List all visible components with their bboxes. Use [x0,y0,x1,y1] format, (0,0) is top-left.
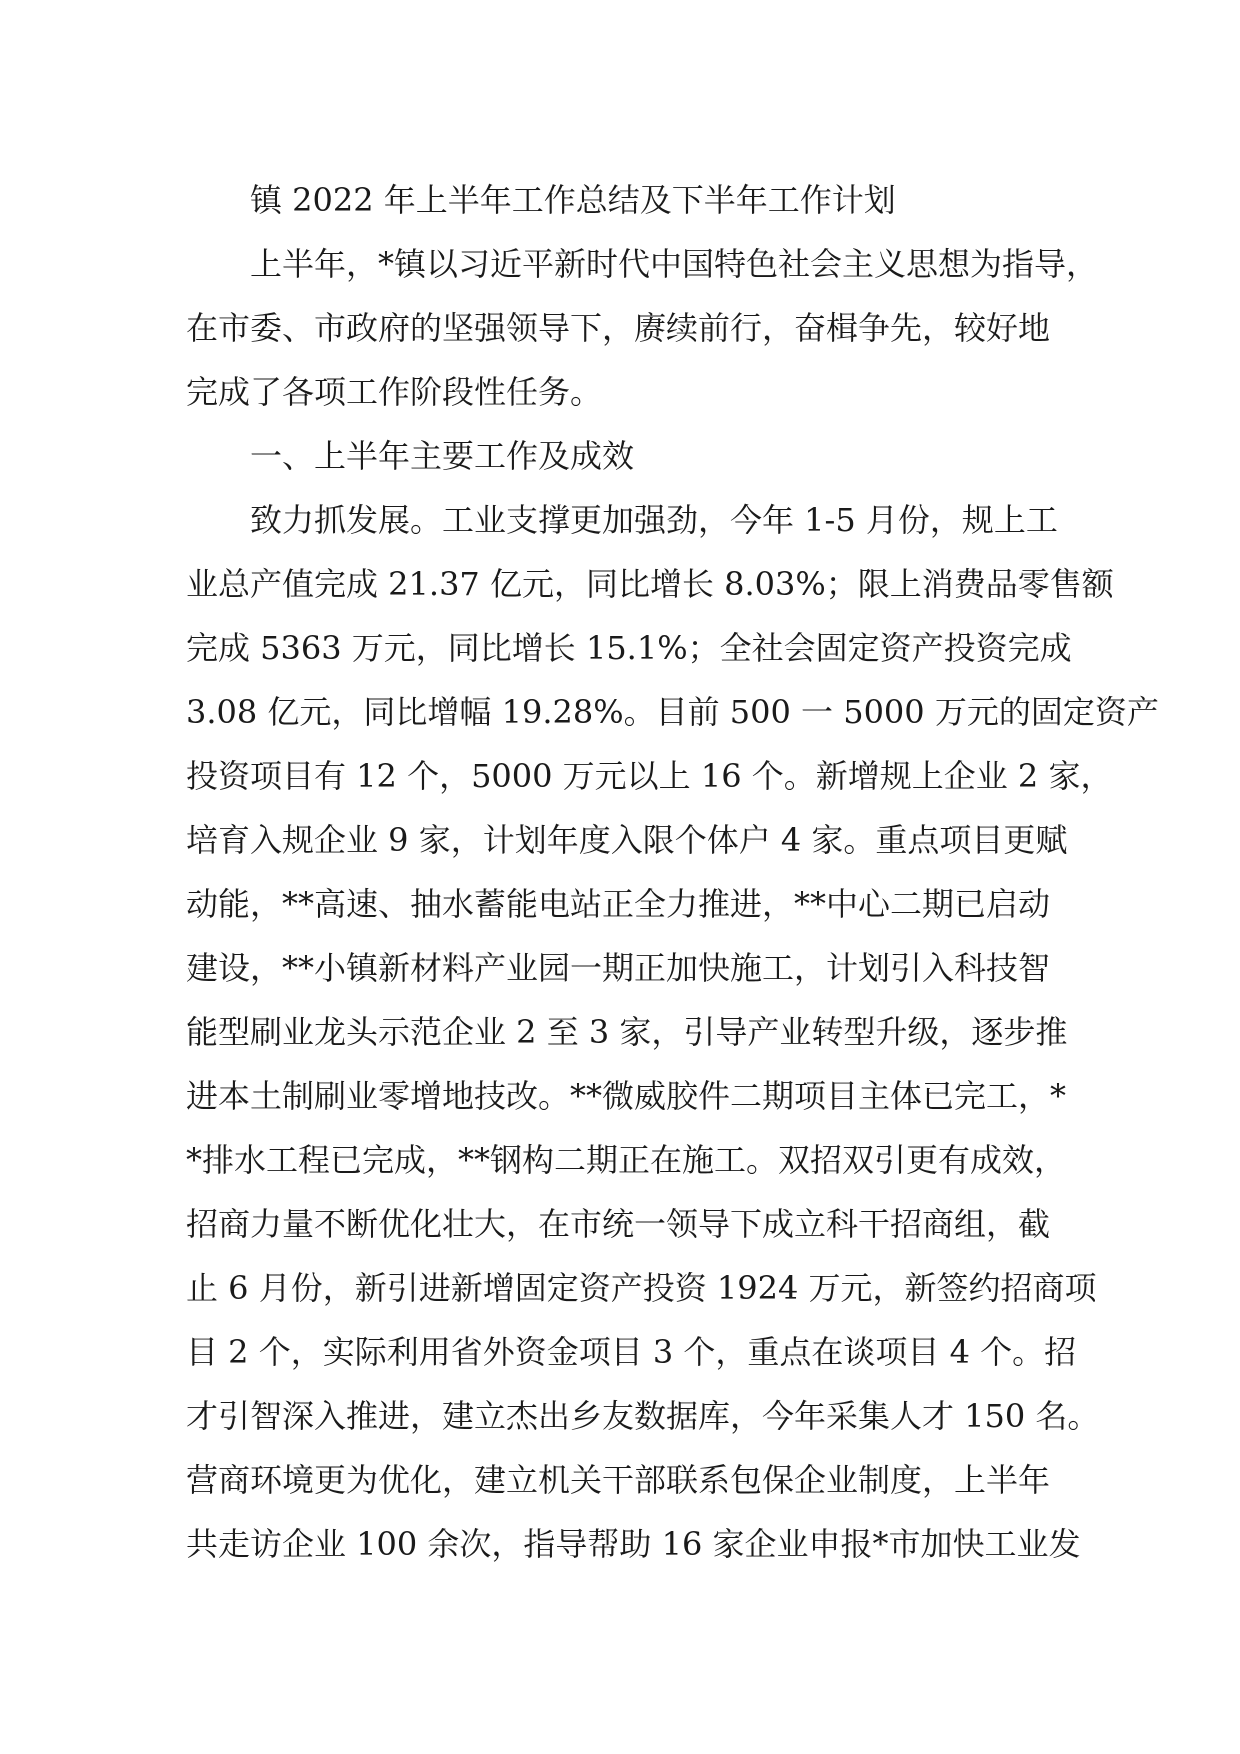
body-paragraph-line: *排水工程已完成，**钢构二期正在施工。双招双引更有成效， [186,1141,1067,1179]
body-paragraph-line: 业总产值完成 21.37 亿元，同比增长 8.03%；限上消费品零售额 [186,565,1114,603]
section-heading: 一、上半年主要工作及成效 [250,437,635,475]
body-paragraph-line: 3.08 亿元，同比增幅 19.28%。目前 500 一 5000 万元的固定资产 [186,693,1159,731]
body-paragraph-line: 共走访企业 100 余次，指导帮助 16 家企业申报*市加快工业发 [186,1525,1081,1563]
body-paragraph-line: 完成 5363 万元，同比增长 15.1%；全社会固定资产投资完成 [186,629,1072,667]
body-paragraph-line: 致力抓发展。工业支撑更加强劲，今年 1-5 月份，规上工 [250,501,1058,539]
intro-paragraph-line: 在市委、市政府的坚强领导下，赓续前行，奋楫争先，较好地 [186,309,1051,347]
document-body [186,168,1159,1576]
body-paragraph-line: 建设，**小镇新材料产业园一期正加快施工，计划引入科技智 [186,949,1051,987]
body-paragraph-line: 投资项目有 12 个，5000 万元以上 16 个。新增规上企业 2 家， [186,757,1113,795]
body-paragraph-line: 进本土制刷业零增地技改。**微威胶件二期项目主体已完工，* [186,1077,1067,1115]
body-paragraph-line: 能型刷业龙头示范企业 2 至 3 家，引导产业转型升级，逐步推 [186,1013,1068,1051]
body-paragraph-line: 止 6 月份，新引进新增固定资产投资 1924 万元，新签约招商项 [186,1269,1097,1307]
body-paragraph-line: 动能，**高速、抽水蓄能电站正全力推进，**中心二期已启动 [186,885,1051,923]
body-paragraph-line: 才引智深入推进，建立杰出乡友数据库，今年采集人才 150 名。 [186,1397,1100,1435]
intro-paragraph-line: 完成了各项工作阶段性任务。 [186,373,603,411]
body-paragraph-line: 目 2 个，实际利用省外资金项目 3 个，重点在谈项目 4 个。招 [186,1333,1077,1371]
body-paragraph-line: 招商力量不断优化壮大，在市统一领导下成立科干招商组，截 [186,1205,1051,1243]
document-title: 镇 2022 年上半年工作总结及下半年工作计划 [250,181,896,219]
body-paragraph-line: 培育入规企业 9 家，计划年度入限个体户 4 家。重点项目更赋 [186,821,1068,859]
body-paragraph-line: 营商环境更为优化，建立机关干部联系包保企业制度，上半年 [186,1461,1051,1499]
intro-paragraph-line: 上半年，*镇以习近平新时代中国特色社会主义思想为指导， [250,245,1099,283]
